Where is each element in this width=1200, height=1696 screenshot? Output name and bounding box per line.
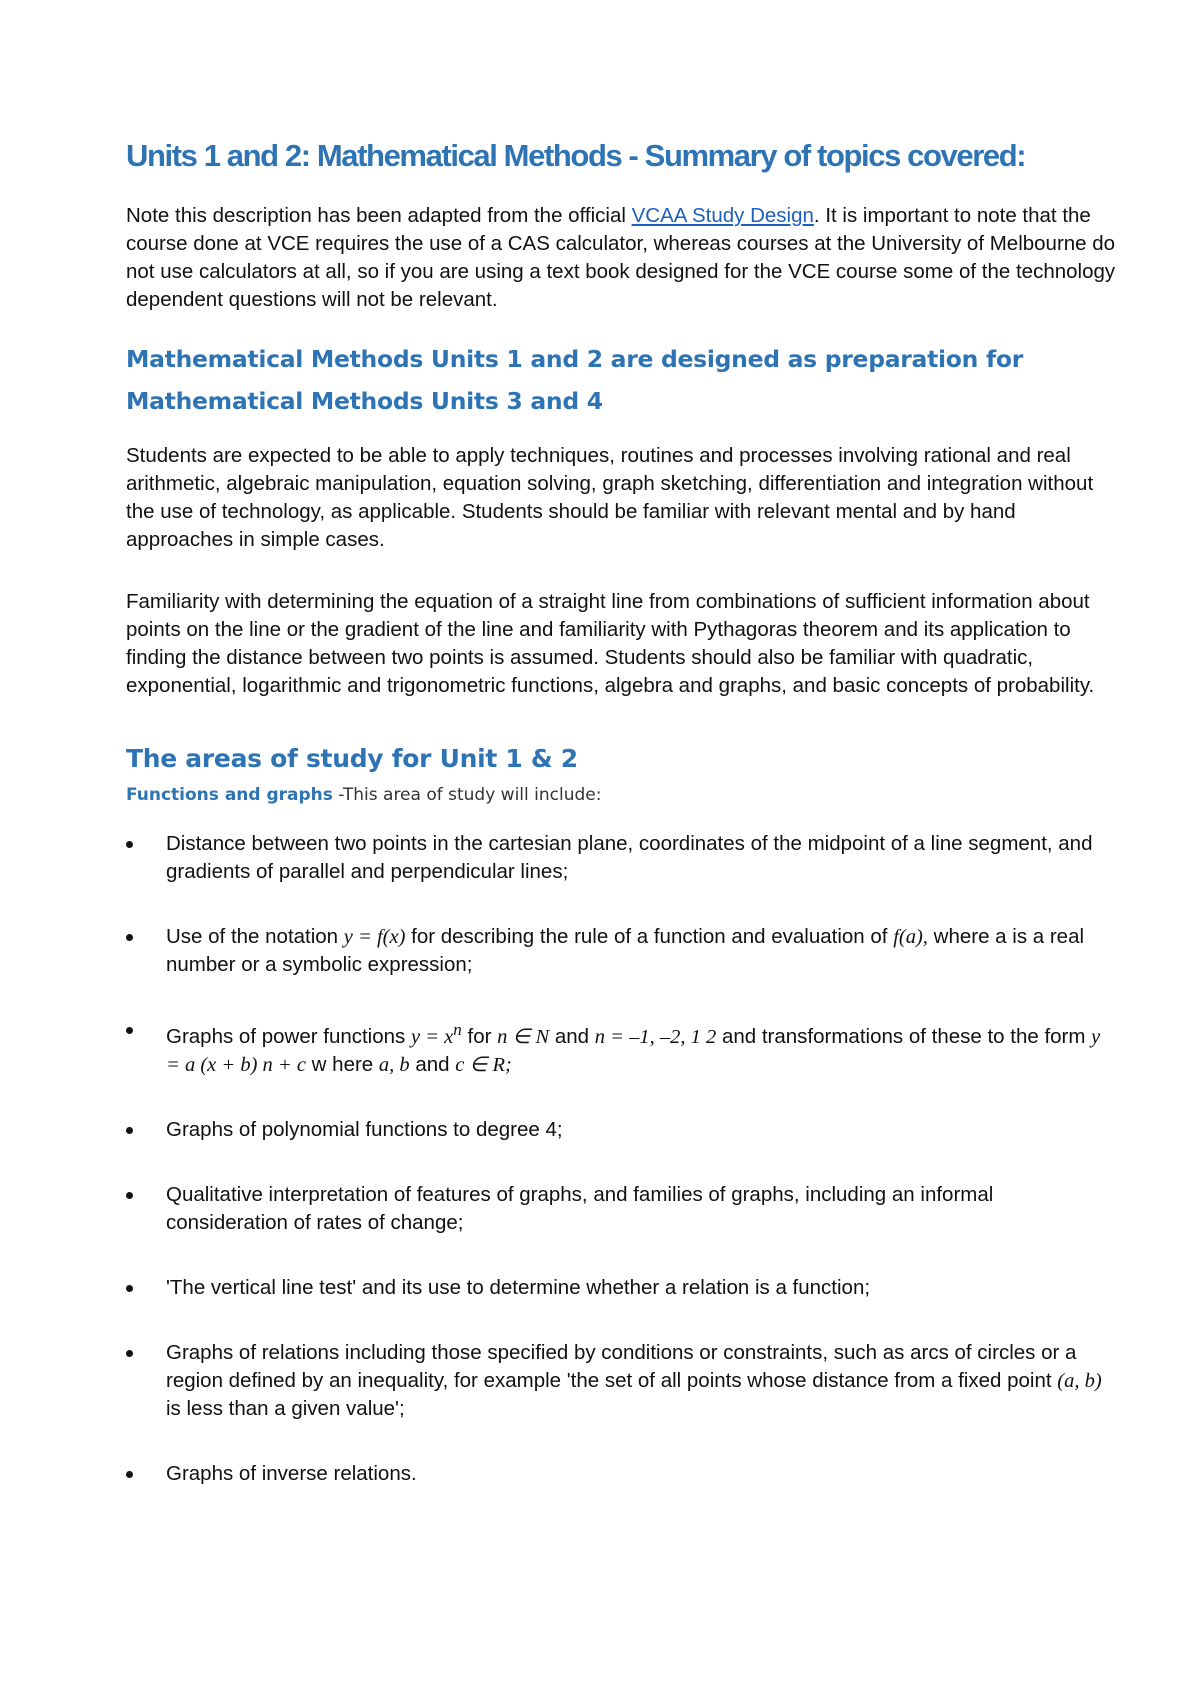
- math-expression: y = a (x + b) n + c: [166, 1025, 1101, 1076]
- math-expression: y = x: [411, 1025, 454, 1048]
- bullet-icon: [126, 841, 133, 848]
- page-title: Units 1 and 2: Mathematical Methods - Summary of topics covered:: [126, 138, 1026, 173]
- topic-text: Graphs of polynomial functions to degree 4;: [166, 1117, 563, 1141]
- intro-text-start: Note this description has been adapted from the official: [126, 204, 632, 227]
- bullet-icon: [126, 1192, 133, 1199]
- functions-and-graphs-label: Functions and graphs: [126, 785, 333, 805]
- topic-text: Graphs of relations including those specified by conditions or constraints, such as arcs of circles or a region defined by an inequality, for example 'the set of all points whose distance from a fixed point: [166, 1340, 1077, 1392]
- students-paragraph: Students are expected to be able to apply techniques, routines and processes involving rational and real arithmetic, algebraic manipulation, equation solving, graph sketching, differentiation and integration without the use of technology, as applicable. Students should be familiar with relevant mental and by hand approaches in simple cases.: [126, 444, 1094, 551]
- topic-text: and: [409, 1052, 456, 1076]
- bullet-icon: [126, 1127, 133, 1134]
- math-exponent: n: [453, 1020, 462, 1039]
- list-item: [126, 1116, 1116, 1144]
- topic-text: w here: [305, 1052, 379, 1076]
- topic-text: is less than a given value';: [166, 1396, 405, 1420]
- functions-and-graphs-line: [126, 782, 1116, 808]
- topic-text: Qualitative interpretation of features of graphs, and families of graphs, including an informal consideration of rates of change;: [166, 1182, 994, 1234]
- math-expression: a, b: [378, 1053, 410, 1076]
- list-item: [126, 1016, 1116, 1079]
- list-item: [126, 1460, 1116, 1488]
- topics-list: [126, 830, 1116, 1488]
- functions-and-graphs-suffix: -This area of study will include:: [332, 785, 602, 805]
- math-expression: n ∈ N: [497, 1025, 550, 1048]
- topic-text: and transformations of these to the form: [716, 1024, 1092, 1048]
- math-expression: c ∈ R;: [455, 1053, 512, 1076]
- topic-text: for: [461, 1024, 498, 1048]
- bullet-icon: [126, 1350, 133, 1357]
- list-item: [126, 1274, 1116, 1302]
- list-item: [126, 1181, 1116, 1237]
- bullet-icon: [126, 1285, 133, 1292]
- bullet-icon: [126, 1471, 133, 1478]
- intro-text-end: . It is important to note that the course done at VCE requires the use of a CAS calculator, whereas courses at the University of Melbourne do not use calculators at all, so if you are using a text book designed for the VCE course some of the technology dependent questions will not be relevant.: [126, 204, 1116, 311]
- topic-text: where a is a real number or a symbolic expression;: [166, 925, 1085, 976]
- topic-text: Use of the notation: [166, 925, 344, 948]
- bullet-icon: [126, 934, 133, 941]
- topic-text: 'The vertical line test' and its use to determine whether a relation is a function;: [166, 1275, 871, 1299]
- familiarity-paragraph: Familiarity with determining the equation of a straight line from combinations of sufficient information about points on the line or the gradient of the line and familiarity with Pythagoras theorem and its application to finding the distance between two points is assumed. Students should also be familiar with quadratic, exponential, logarithmic and trigonometric functions, algebra and graphs, and basic concepts of probability.: [126, 590, 1095, 697]
- list-item: [126, 830, 1116, 886]
- math-expression: (a, b): [1057, 1369, 1102, 1392]
- document-content: [126, 136, 1116, 1525]
- topic-text: Graphs of inverse relations.: [166, 1461, 417, 1485]
- math-expression: n = –1, –2, 1 2: [594, 1025, 717, 1048]
- areas-of-study-heading: The areas of study for Unit 1 & 2: [126, 744, 578, 773]
- topic-text: Distance between two points in the cartesian plane, coordinates of the midpoint of a line segment, and gradients of parallel and perpendicular lines;: [166, 832, 1093, 883]
- list-item: [126, 923, 1116, 979]
- vcaa-study-design-link[interactable]: VCAA Study Design: [631, 204, 814, 227]
- bullet-icon: [126, 1027, 133, 1034]
- math-expression: f(a),: [893, 926, 928, 948]
- topic-text: for describing the rule of a function and evaluation of: [405, 925, 894, 948]
- list-item: [126, 1339, 1116, 1423]
- topic-text: and: [549, 1024, 595, 1048]
- math-expression: y = f(x): [343, 926, 406, 948]
- topic-text: Graphs of power functions: [166, 1024, 411, 1048]
- preparation-heading: Mathematical Methods Units 1 and 2 are designed as preparation for Mathematical Methods Units 3 and 4: [126, 345, 1024, 415]
- intro-paragraph: [126, 202, 1116, 314]
